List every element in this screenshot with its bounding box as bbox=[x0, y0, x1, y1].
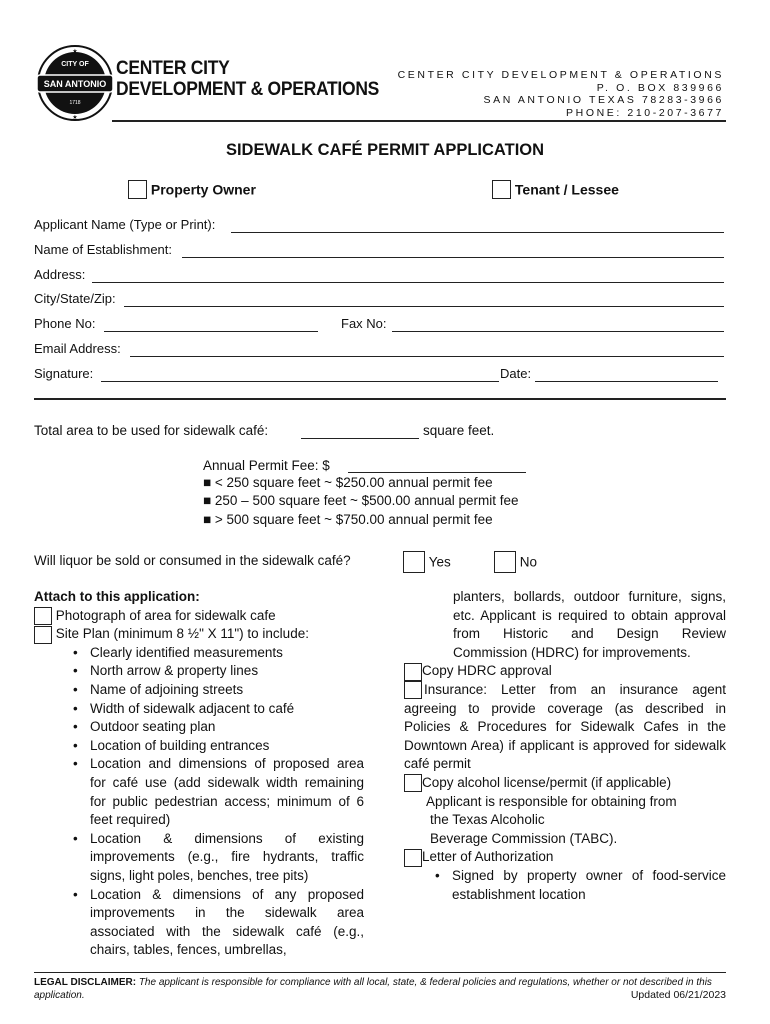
phone-input[interactable] bbox=[104, 331, 318, 332]
org-name-line1: CENTER CITY bbox=[116, 58, 230, 79]
authorization-item: • Signed by property owner of food-service establishment location bbox=[426, 867, 726, 904]
area-input[interactable] bbox=[301, 438, 419, 439]
property-owner-checkbox[interactable] bbox=[128, 180, 147, 199]
site-plan-item: • Clearly identified measurements bbox=[64, 644, 364, 663]
city-seal-logo bbox=[36, 44, 114, 122]
alcohol-checkbox[interactable] bbox=[404, 774, 422, 792]
area-suffix: square feet. bbox=[423, 423, 495, 438]
seal-top-text: CITY OF bbox=[61, 61, 89, 68]
annual-fee-label: Annual Permit Fee: $ bbox=[203, 458, 330, 473]
email-input[interactable] bbox=[130, 356, 724, 357]
fax-label: Fax No: bbox=[341, 316, 387, 331]
site-plan-item: • Location and dimensions of proposed area for café use (add sidewalk width remaining for public pedestrian access; minimum of 6 feet required) bbox=[64, 755, 364, 829]
hdrc-checkbox[interactable] bbox=[404, 663, 422, 681]
applicant-name-input[interactable] bbox=[231, 232, 724, 233]
tenant-lessee-label: Tenant / Lessee bbox=[514, 181, 619, 198]
site-plan-item: • North arrow & property lines bbox=[64, 662, 364, 681]
property-owner-label: Property Owner bbox=[150, 181, 256, 198]
site-plan-item: • Outdoor seating plan bbox=[64, 718, 364, 737]
address-input[interactable] bbox=[92, 282, 724, 283]
liquor-yes-checkbox[interactable] bbox=[403, 551, 425, 573]
disclaimer-label: LEGAL DISCLAIMER: bbox=[34, 977, 137, 988]
alcohol-note: the Texas Alcoholic bbox=[430, 812, 545, 828]
fax-input[interactable] bbox=[392, 331, 724, 332]
authorization-checkbox[interactable] bbox=[404, 849, 422, 867]
page-title: SIDEWALK CAFÉ PERMIT APPLICATION bbox=[225, 141, 545, 159]
email-label: Email Address: bbox=[34, 341, 121, 356]
alcohol-note: Applicant is responsible for obtaining from bbox=[426, 793, 677, 809]
insurance-checkbox[interactable] bbox=[404, 681, 422, 699]
address-line: PHONE: 210-207-3677 bbox=[566, 106, 724, 119]
insurance-label: Insurance: Letter from an insurance agent agreeing to provide coverage (as described in Policies & Procedures for Sidewalk Cafes in the Downtown Area) if applicant is approved for sidewalk café permit bbox=[404, 681, 726, 772]
org-name-line2: DEVELOPMENT & OPERATIONS bbox=[116, 79, 380, 100]
svg-text:★: ★ bbox=[72, 49, 78, 55]
establishment-input[interactable] bbox=[182, 257, 724, 258]
attachments-left-column bbox=[34, 588, 364, 960]
site-plan-item: • Name of adjoining streets bbox=[64, 681, 364, 700]
alcohol-note: Beverage Commission (TABC). bbox=[430, 830, 618, 846]
area-label: Total area to be used for sidewalk café: bbox=[34, 423, 269, 438]
attachments-right-column bbox=[404, 588, 726, 904]
site-plan-item: • Location & dimensions of any proposed improvements in the sidewalk area associated with the sidewalk café (e.g., chairs, tables, fences, umbrellas, bbox=[64, 886, 364, 960]
section-divider bbox=[34, 398, 726, 400]
city-state-zip-label: City/State/Zip: bbox=[34, 291, 116, 306]
site-plan-label: Site Plan (minimum 8 ½" X 11") to include: bbox=[55, 626, 309, 642]
address-line: P. O. BOX 839966 bbox=[596, 81, 724, 94]
establishment-label: Name of Establishment: bbox=[34, 242, 173, 257]
signature-input[interactable] bbox=[101, 381, 499, 382]
applicant-name-label: Applicant Name (Type or Print): bbox=[34, 217, 216, 232]
city-state-zip-input[interactable] bbox=[124, 306, 724, 307]
site-plan-item: • Location & dimensions of existing improvements (e.g., fire hydrants, traffic signs, light poles, benches, tree pits) bbox=[64, 830, 364, 886]
fee-tier: ■ < 250 square feet ~ $250.00 annual permit fee bbox=[203, 475, 493, 490]
attach-heading: Attach to this application: bbox=[34, 589, 200, 604]
liquor-yes-label: Yes bbox=[428, 554, 451, 570]
site-plan-item: • Location of building entrances bbox=[64, 737, 364, 756]
disclaimer-text: The applicant is responsible for compliance with all local, state, & federal policies and regulations, whether or not described in this application. bbox=[34, 977, 712, 1001]
org-name bbox=[116, 58, 379, 100]
fee-tier: ■ 250 – 500 square feet ~ $500.00 annual permit fee bbox=[203, 493, 519, 508]
seal-bottom-text: 1718 bbox=[69, 100, 81, 106]
photo-checkbox[interactable] bbox=[34, 607, 52, 625]
legal-disclaimer bbox=[34, 976, 724, 1002]
site-plan-checkbox[interactable] bbox=[34, 626, 52, 644]
address-line: CENTER CITY DEVELOPMENT & OPERATIONS bbox=[397, 69, 724, 81]
liquor-question: Will liquor be sold or consumed in the sidewalk café? bbox=[34, 553, 351, 568]
office-address bbox=[398, 69, 724, 119]
hdrc-label: Copy HDRC approval bbox=[422, 663, 552, 679]
footer-divider bbox=[34, 972, 726, 973]
fee-tier: ■ > 500 square feet ~ $750.00 annual permit fee bbox=[203, 512, 493, 527]
date-input[interactable] bbox=[535, 381, 718, 382]
svg-text:★: ★ bbox=[72, 115, 78, 121]
date-label: Date: bbox=[500, 366, 532, 381]
updated-date: Updated 06/21/2023 bbox=[630, 989, 726, 1001]
alcohol-label: Copy alcohol license/permit (if applicable) bbox=[422, 774, 672, 790]
phone-label: Phone No: bbox=[34, 316, 96, 331]
address-label: Address: bbox=[34, 267, 86, 282]
site-plan-continued: planters, bollards, outdoor furniture, signs, etc. Applicant is required to obtain approval from Historic and Design Review Commission (HDRC) for improvements. bbox=[453, 589, 726, 660]
liquor-no-checkbox[interactable] bbox=[494, 551, 516, 573]
seal-main-text: SAN ANTONIO bbox=[43, 79, 107, 89]
header-divider bbox=[112, 120, 726, 122]
photo-label: Photograph of area for sidewalk cafe bbox=[55, 607, 276, 623]
site-plan-item: • Width of sidewalk adjacent to café bbox=[64, 700, 364, 719]
tenant-lessee-checkbox[interactable] bbox=[492, 180, 511, 199]
signature-label: Signature: bbox=[34, 366, 94, 381]
address-line: SAN ANTONIO TEXAS 78283-3966 bbox=[483, 94, 724, 106]
authorization-label: Letter of Authorization bbox=[422, 849, 554, 865]
liquor-no-label: No bbox=[519, 554, 538, 570]
